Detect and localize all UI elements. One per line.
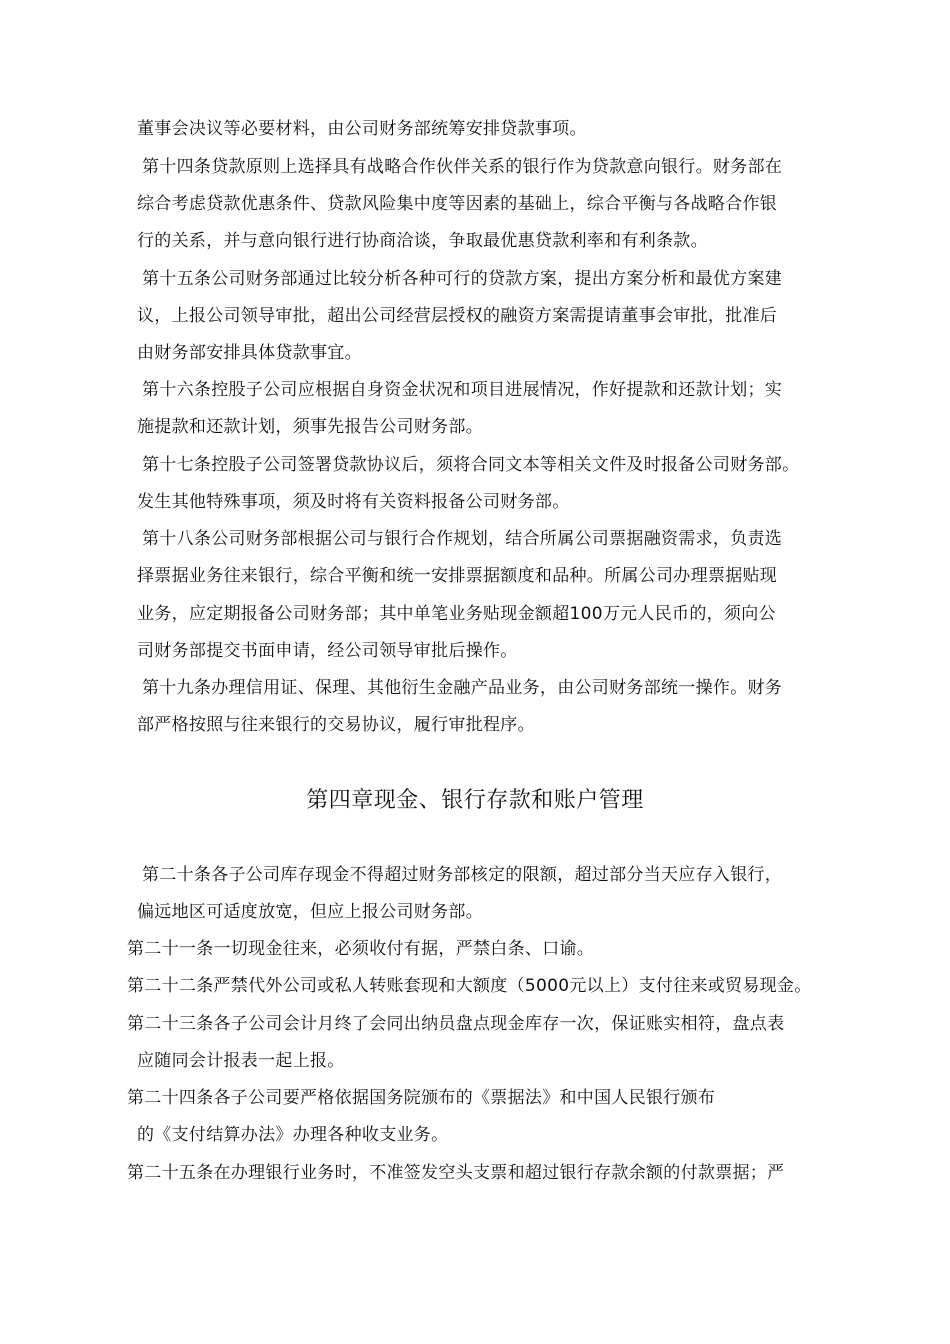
paragraph-line: 第十七条控股子公司签署贷款协议后，须将合同文本等相关文件及时报备公司财务部。 <box>142 455 800 475</box>
paragraph-line: 第十六条控股子公司应根据自身资金状况和项目进展情况，作好提款和还款计划；实 <box>142 380 783 400</box>
paragraph-line: 行的关系，并与意向银行进行协商洽谈，争取最优惠贷款利率和有利条款。 <box>137 231 708 251</box>
paragraph-line: 第二十一条一切现金往来，必须收付有据，严禁白条、口谕。 <box>127 939 595 959</box>
paragraph-line: 第十四条贷款原则上选择具有战略合作伙伴关系的银行作为贷款意向银行。财务部在 <box>142 157 783 177</box>
paragraph-line: 第二十三条各子公司会计月终了会同出纳员盘点现金库存一次，保证账实相符，盘点表 <box>127 1014 785 1034</box>
paragraph-line: 择票据业务往来银行，综合平衡和统一安排票据额度和品种。所属公司办理票据贴现 <box>137 566 778 586</box>
paragraph-line: 第二十四条各子公司要严格依据国务院颁布的《票据法》和中国人民银行颁布 <box>127 1088 716 1108</box>
paragraph-line: 第十五条公司财务部通过比较分析各种可行的贷款方案，提出方案分析和最优方案建 <box>142 269 783 289</box>
paragraph-line: 应随同会计报表一起上报。 <box>137 1051 345 1071</box>
paragraph-line: 由财务部安排具体贷款事宜。 <box>137 343 362 363</box>
paragraph-line: 发生其他特殊事项，须及时将有关资料报备公司财务部。 <box>137 492 570 512</box>
paragraph-line: 第十八条公司财务部根据公司与银行合作规划，结合所属公司票据融资需求，负责选 <box>142 529 783 549</box>
paragraph-line: 施提款和还款计划，须事先报告公司财务部。 <box>137 417 483 437</box>
paragraph-line: 综合考虑贷款优惠条件、贷款风险集中度等因素的基础上，综合平衡与各战略合作银 <box>137 194 778 214</box>
paragraph-line: 第二十五条在办理银行业务时，不准签发空头支票和超过银行存款余额的付款票据；严 <box>127 1163 785 1183</box>
paragraph-line: 第十九条办理信用证、保理、其他衍生金融产品业务，由公司财务部统一操作。财务 <box>142 678 783 698</box>
paragraph-line: 偏远地区可适度放宽，但应上报公司财务部。 <box>137 902 483 922</box>
paragraph-line: 部严格按照与往来银行的交易协议，履行审批程序。 <box>137 715 535 735</box>
paragraph-line: 议，上报公司领导审批，超出公司经营层授权的融资方案需提请董事会审批，批准后 <box>137 306 778 326</box>
paragraph-line: 司财务部提交书面申请，经公司领导审批后操作。 <box>137 641 518 661</box>
paragraph-line: 第二十条各子公司库存现金不得超过财务部核定的限额，超过部分当天应存入银行， <box>142 865 783 885</box>
paragraph-line: 的《支付结算办法》办理各种收支业务。 <box>137 1125 449 1145</box>
paragraph-line: 业务，应定期报备公司财务部；其中单笔业务贴现金额超100万元人民币的，须向公 <box>137 604 776 624</box>
chapter-title: 第四章现金、银行存款和账户管理 <box>306 788 644 813</box>
paragraph-line: 董事会决议等必要材料，由公司财务部统筹安排贷款事项。 <box>137 119 587 139</box>
paragraph-line: 第二十二条严禁代外公司或私人转账套现和大额度（5000元以上）支付往来或贸易现金。 <box>127 976 812 996</box>
